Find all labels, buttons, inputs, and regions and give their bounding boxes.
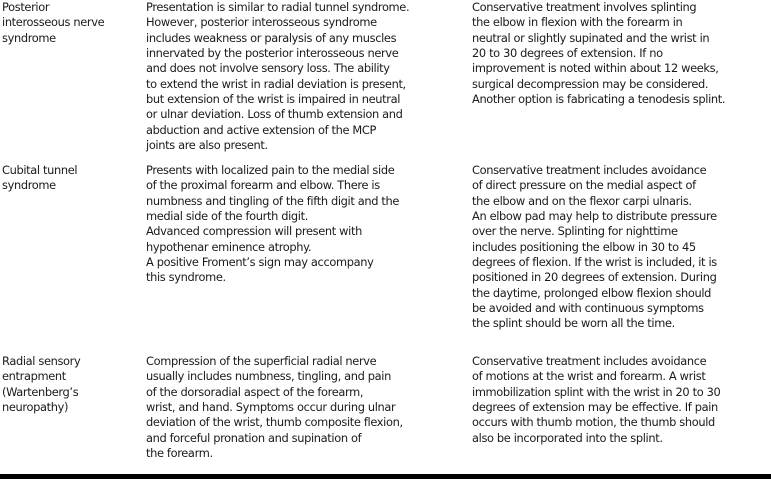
text-line: Advanced compression will present with: [146, 224, 362, 239]
text-line: neuropathy): [2, 400, 69, 415]
text-line: (Wartenberg’s: [2, 384, 79, 399]
text-line: An elbow pad may help to distribute pressure: [472, 209, 717, 224]
paragraph: [2, 163, 137, 194]
treatment-cell: [472, 0, 769, 107]
text-line: numbness and tingling of the fifth digit and the: [146, 193, 400, 208]
text-line: the forearm.: [146, 446, 213, 461]
text-line: but extension of the wrist is impaired in neutral: [146, 92, 401, 107]
text-line: hypothenar eminence atrophy.: [146, 239, 312, 254]
paragraph: [146, 255, 466, 286]
text-line: interosseous nerve: [2, 15, 105, 30]
text-line: or ulnar deviation. Loss of thumb extension and: [146, 107, 403, 122]
text-line: occurs with thumb motion, the thumb should: [472, 415, 715, 430]
text-line: improvement is noted within about 12 weeks,: [472, 61, 719, 76]
presentation-cell: [146, 0, 466, 153]
text-line: deviation of the wrist, thumb composite flexion,: [146, 415, 403, 430]
paragraph: [146, 354, 466, 461]
text-line: A positive Froment’s sign may accompany: [146, 255, 374, 270]
paragraph: [472, 163, 769, 332]
text-line: the elbow and on the flexor carpi ulnaris.: [472, 193, 692, 208]
text-line: immobilization splint with the wrist in 20 to 30: [472, 384, 721, 399]
text-line: over the nerve. Splinting for nighttime: [472, 224, 678, 239]
text-line: Presentation is similar to radial tunnel syndrome.: [146, 0, 410, 14]
text-line: of the proximal forearm and elbow. There is: [146, 178, 380, 193]
text-line: of motions at the wrist and forearm. A wrist: [472, 369, 706, 384]
text-line: the daytime, prolonged elbow flexion should: [472, 285, 712, 300]
text-line: Another option is fabricating a tenodesis splint.: [472, 92, 726, 107]
paragraph: [2, 0, 137, 46]
condition-cell: [2, 163, 137, 194]
paragraph: [472, 354, 769, 446]
text-line: Conservative treatment involves splinting: [472, 0, 697, 14]
text-line: and forceful pronation and supination of: [146, 430, 362, 445]
text-line: includes positioning the elbow in 30 to 45: [472, 239, 696, 254]
paragraph: [146, 224, 466, 255]
treatment-cell: [472, 163, 769, 332]
text-line: 20 to 30 degrees of extension. If no: [472, 46, 663, 61]
text-line: joints are also present.: [146, 138, 268, 153]
text-line: Radial sensory: [2, 354, 81, 368]
text-line: neutral or slightly supinated and the wrist in: [472, 30, 710, 45]
text-line: entrapment: [2, 369, 66, 384]
table-bottom-rule: [0, 474, 771, 479]
text-line: be avoided and with continuous symptoms: [472, 301, 704, 316]
text-line: the elbow in flexion with the forearm in: [472, 15, 683, 30]
text-line: positioned in 20 degrees of extension. During: [472, 270, 717, 285]
text-line: degrees of extension may be effective. If pain: [472, 400, 718, 415]
text-line: usually includes numbness, tingling, and pain: [146, 369, 391, 384]
text-line: of the dorsoradial aspect of the forearm,: [146, 384, 364, 399]
text-line: to extend the wrist in radial deviation is present,: [146, 76, 406, 91]
text-line: Posterior: [2, 0, 50, 14]
condition-cell: [2, 0, 137, 46]
text-line: syndrome: [2, 178, 56, 193]
text-line: However, posterior interosseous syndrome: [146, 15, 377, 30]
paragraph: [146, 0, 466, 153]
text-line: surgical decompression may be considered.: [472, 76, 709, 91]
text-line: and does not involve sensory loss. The ability: [146, 61, 390, 76]
text-line: Presents with localized pain to the medial side: [146, 163, 395, 177]
text-line: wrist, and hand. Symptoms occur during ulnar: [146, 400, 396, 415]
text-line: innervated by the posterior interosseous nerve: [146, 46, 399, 61]
presentation-cell: [146, 163, 466, 286]
paragraph: [2, 354, 137, 415]
text-line: also be incorporated into the splint.: [472, 430, 663, 445]
text-line: includes weakness or paralysis of any muscles: [146, 30, 397, 45]
condition-cell: [2, 354, 137, 415]
treatment-cell: [472, 354, 769, 446]
paragraph: [146, 163, 466, 224]
presentation-cell: [146, 354, 466, 461]
text-line: Conservative treatment includes avoidance: [472, 163, 707, 177]
text-line: syndrome: [2, 30, 56, 45]
text-line: medial side of the fourth digit.: [146, 209, 309, 224]
text-line: abduction and active extension of the MCP: [146, 122, 377, 137]
text-line: of direct pressure on the medial aspect of: [472, 178, 696, 193]
paragraph: [472, 0, 769, 107]
text-line: Conservative treatment includes avoidance: [472, 354, 707, 368]
text-line: degrees of flexion. If the wrist is included, it is: [472, 255, 717, 270]
text-line: this syndrome.: [146, 270, 226, 285]
text-line: Cubital tunnel: [2, 163, 78, 177]
text-line: the splint should be worn all the time.: [472, 316, 675, 331]
text-line: Compression of the superficial radial nerve: [146, 354, 377, 368]
